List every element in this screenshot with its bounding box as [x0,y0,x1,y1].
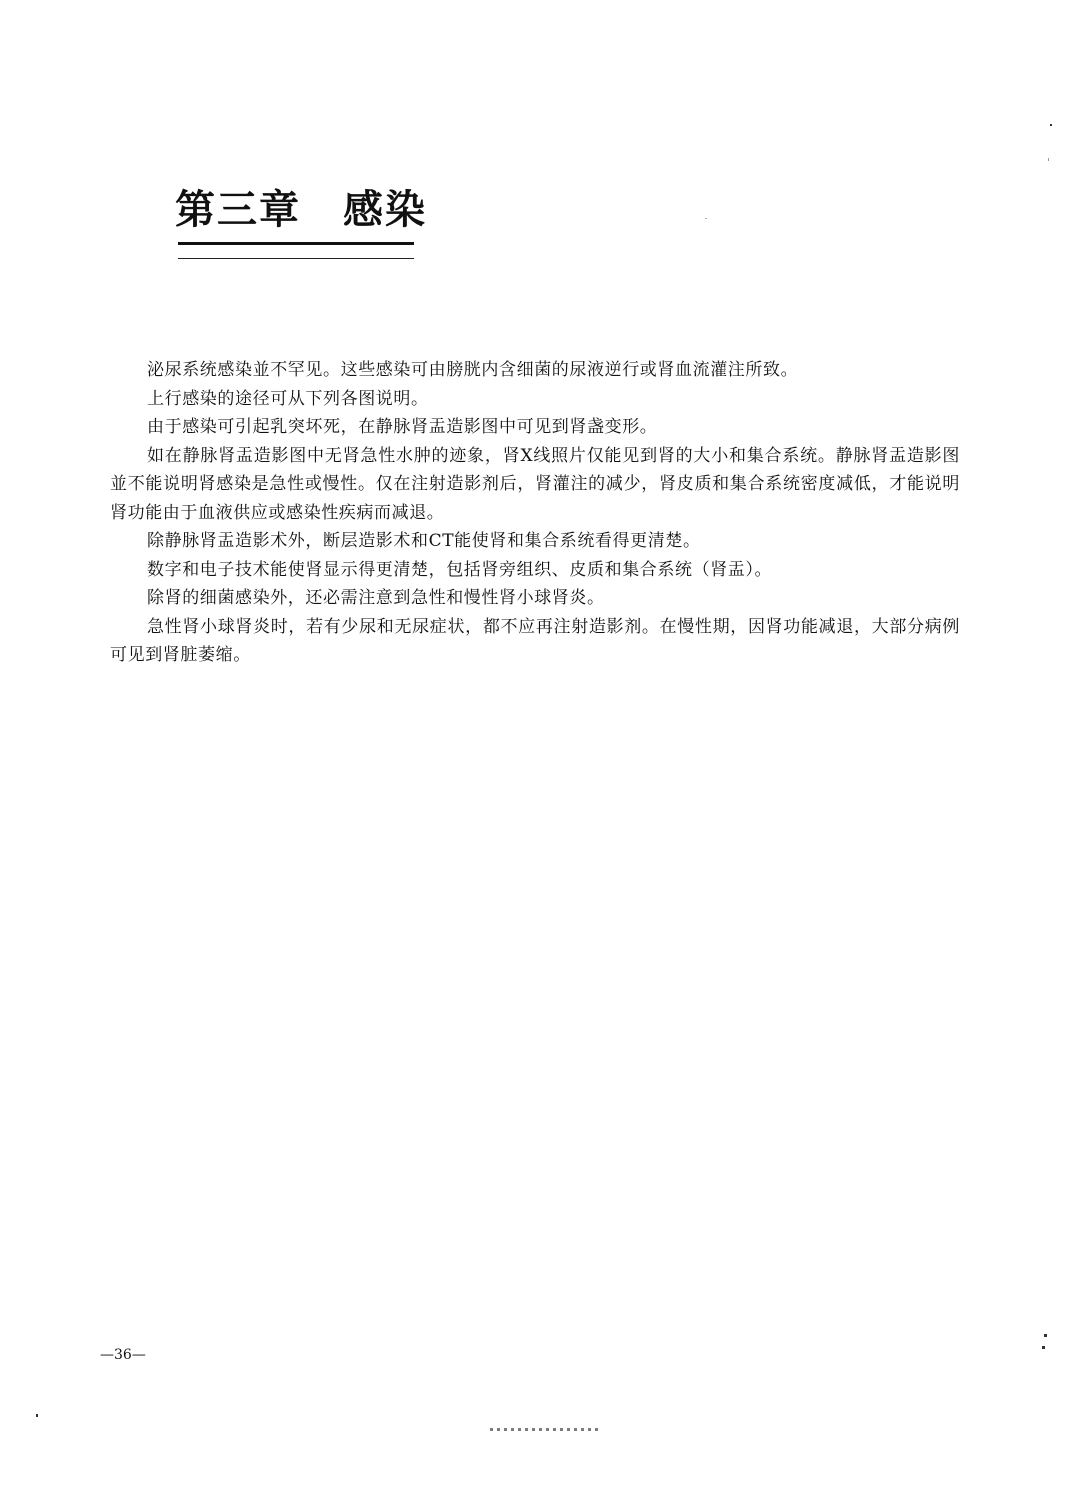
heading-rule-thick [178,242,414,245]
scan-speck [1048,158,1049,161]
chapter-title: 感染 [343,187,427,233]
chapter-number: 第三章 [175,187,301,233]
scan-mark [490,1428,600,1431]
heading-rule-thin [178,258,414,259]
paragraph: 如在静脉肾盂造影图中无肾急性水肿的迹象，肾X线照片仅能见到肾的大小和集合系统。静脉肾盂造影图並不能说明肾感染是急性或慢性。仅在注射造影剂后，肾灌注的减少，肾皮质和集合系统密度减低，才能说明肾功能由于血液供应或感染性疾病而减退。 [110,445,960,523]
paragraph: 数字和电子技术能使肾显示得更清楚，包括肾旁组织、皮质和集合系统（肾盂）。 [147,559,773,580]
scan-speck [705,218,707,219]
paragraph: 除肾的细菌感染外，还必需注意到急性和慢性肾小球肾炎。 [147,588,605,608]
paragraph: 由于感染可引起乳突坏死，在静脉肾盂造影图中可见到肾盏变形。 [147,417,658,437]
paragraph: 上行感染的途径可从下列各图说明。 [147,388,429,409]
page-number: —36— [100,1347,146,1363]
paragraph: 除静脉肾盂造影术外，断层造影术和CT能使肾和集合系统看得更清楚。 [147,531,701,551]
chapter-heading [175,178,427,235]
scan-speck [1050,124,1052,126]
scan-speck [1044,1334,1047,1337]
paragraph: 泌尿系统感染並不罕见。这些感染可由膀胱内含细菌的尿液逆行或肾血流灌注所致。 [147,360,799,380]
scan-speck [1042,1346,1045,1349]
paragraph: 急性肾小球肾炎时，若有少尿和无尿症状，都不应再注射造影剂。在慢性期，因肾功能减退，大部分病例可见到肾脏萎缩。 [110,616,960,665]
scan-speck [36,1414,38,1417]
chapter-body [110,356,960,670]
